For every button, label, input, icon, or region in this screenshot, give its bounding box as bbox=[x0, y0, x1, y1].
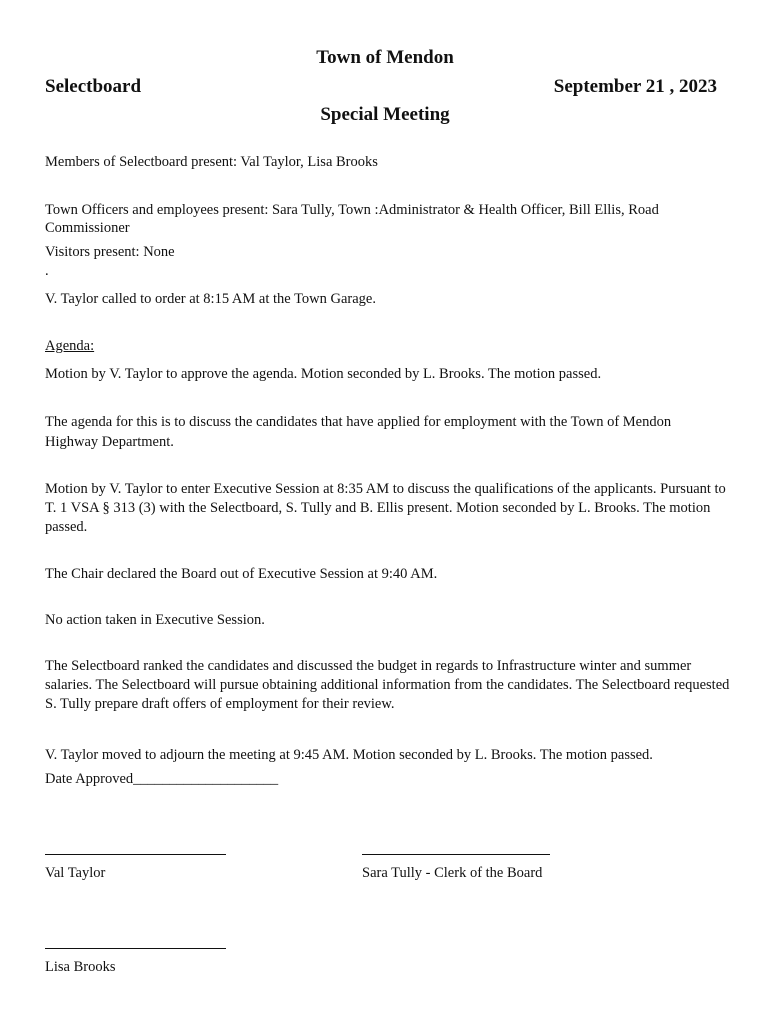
officers-present: Town Officers and employees present: Sara Tully, Town :Administrator & Health Officer, Bill Ellis, Road Commissioner bbox=[45, 202, 659, 236]
ranking-discussion: The Selectboard ranked the candidates and discussed the budget in regards to Infrastructure winter and summer salaries. The Selectboard will pursue obtaining additional information from the candidates. The Selectboard requested S. Tully prepare draft offers of employment for their review. bbox=[45, 658, 730, 712]
date-approved: Date Approved____________________ bbox=[45, 771, 279, 787]
agenda-heading: Agenda: bbox=[45, 338, 95, 354]
no-action: No action taken in Executive Session. bbox=[45, 612, 265, 628]
town-title: Town of Mendon bbox=[316, 47, 454, 68]
adjourn-motion: V. Taylor moved to adjourn the meeting at 9:45 AM. Motion seconded by L. Brooks. The motion passed. bbox=[45, 747, 653, 763]
signature-line-taylor bbox=[45, 854, 226, 855]
board-name: Selectboard bbox=[45, 76, 142, 97]
meeting-type: Special Meeting bbox=[320, 104, 450, 125]
exec-session-motion: Motion by V. Taylor to enter Executive Session at 8:35 AM to discuss the qualifications of the applicants. Pursuant to T. 1 VSA § 313 (3) with the Selectboard, S. Tully and B. Ellis present. Motion seconded by L. Brooks. The motion passed. bbox=[45, 481, 726, 535]
members-present: Members of Selectboard present: Val Taylor, Lisa Brooks bbox=[45, 154, 378, 170]
meeting-date: September 21 , 2023 bbox=[553, 76, 717, 97]
signature-line-tully bbox=[362, 854, 550, 855]
signature-name-taylor: Val Taylor bbox=[45, 865, 106, 881]
call-to-order: V. Taylor called to order at 8:15 AM at the Town Garage. bbox=[45, 291, 376, 307]
separator-dot: . bbox=[45, 263, 49, 279]
signature-name-tully: Sara Tully - Clerk of the Board bbox=[362, 865, 543, 881]
exec-session-out: The Chair declared the Board out of Executive Session at 9:40 AM. bbox=[45, 566, 438, 582]
visitors-present: Visitors present: None bbox=[45, 244, 175, 260]
signature-name-brooks: Lisa Brooks bbox=[45, 959, 116, 975]
agenda-purpose: The agenda for this is to discuss the candidates that have applied for employment with the Town of Mendon Highway Department. bbox=[45, 414, 672, 450]
agenda-motion: Motion by V. Taylor to approve the agenda. Motion seconded by L. Brooks. The motion passed. bbox=[45, 366, 602, 382]
signature-line-brooks bbox=[45, 948, 226, 949]
